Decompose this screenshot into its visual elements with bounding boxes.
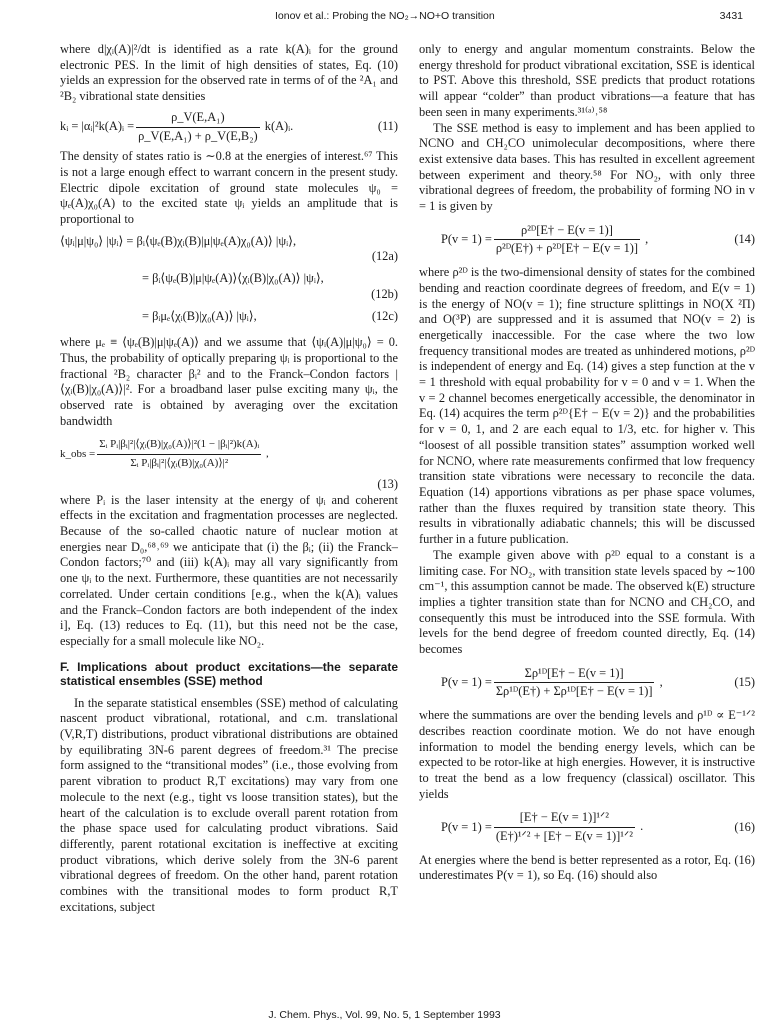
paragraph: where d|χᵢ(A)|²/dt is identified as a rate k(A)ᵢ for the ground electronic PES. In the limit of high densities of states, Eq. (10) yields an expression for the observed rate in terms of of the ²A₁ and ²B₂ vibrational state densities: [60, 42, 398, 104]
paragraph: where μₑ ≡ ⟨ψₑ(B)|μ|ψₑ(A)⟩ and we assume that ⟨ψᵢ(A)|μ|ψ₀⟩ = 0. Thus, the probability of optically preparing ψᵢ is proportional to the fractional ²B₂ character βᵢ² and to the Franck–Condon factors |⟨χᵢ(B)|χ₀(A)⟩|². For a broadband laser pulse exciting many ψᵢ, the observed rate is obtained by averaging over the excitation bandwidth: [60, 335, 398, 428]
fraction-numerator: Σρ¹ᴰ[E† − E(v = 1)]: [494, 666, 655, 684]
fraction-denominator: (E†)¹ᐟ² + [E† − E(v = 1)]¹ᐟ²: [495, 829, 633, 844]
equation-number: (14): [734, 232, 755, 247]
equation-lhs: P(v = 1) =: [441, 232, 492, 247]
page-number: 3431: [719, 10, 743, 22]
equation-number: (13): [377, 476, 398, 491]
equation-16: [419, 810, 755, 844]
fraction-denominator: ρ²ᴰ(E†) + ρ²ᴰ[E† − E(v = 1)]: [495, 241, 639, 256]
equation-line: = βᵢμₑ⟨χᵢ(B)|χ₀(A)⟩ |ψᵢ⟩,: [142, 308, 257, 323]
paragraph: only to energy and angular momentum constraints. Below the energy threshold for product vibrational excitation, SSE is identical to PST. Above this threshold, SSE predicts that product rotations will appear “colder” than product vibrations—a feature that has been seen in many experiments.³¹⁽ᵃ⁾˒⁵⁸: [419, 42, 755, 119]
section-heading: F. Implications about product excitations—the separate statistical ensembles (SSE) method: [60, 659, 398, 688]
fraction-numerator: Σᵢ Pᵢ|βᵢ|²|⟨χᵢ(B)|χ₀(A)⟩|²(1 − |βᵢ|²)k(A)ᵢ: [97, 437, 261, 455]
equation-number: (11): [377, 119, 398, 134]
equation-rhs: k(A)ᵢ.: [264, 118, 294, 133]
equation-15: [419, 666, 755, 700]
equation-number: (16): [734, 819, 755, 834]
equation-lhs: P(v = 1) =: [441, 675, 492, 690]
equation-12: [60, 234, 398, 325]
running-head-title: Ionov et al.: Probing the NO₂→NO+O transition: [275, 10, 495, 22]
equation-fraction: [494, 666, 655, 700]
paragraph: where Pᵢ is the laser intensity at the energy of ψᵢ and coherent effects in the excitation and fragmentation processes are neglected. Because of the so-called chaotic nature of nuclear motion at energies near D₀,⁶⁸˒⁶⁹ we anticipate that (i) the βᵢ; (ii) the Franck–Condon factors;⁷⁰ and (iii) k(A)ᵢ may all vary significantly from one ψᵢ to the next. Furthermore, these quantities are not necessarily correlated. Under certain conditions [e.g., when the k(A)ᵢ values and the Franck–Condon factors are both independent of the index i], Eq. (13) reduces to Eq. (11), but this need not be the case, especially for a small molecule like NO₂.: [60, 492, 398, 648]
paragraph: where the summations are over the bending levels and ρ¹ᴰ ∝ E⁻¹ᐟ² describes reaction coordinate motion. We do not have enough information to model the bending energy levels, which can be expected to be rotor-like at high energies. However, it is instructive to treat the bend as a low frequency (classical) oscillator. This yields: [419, 708, 755, 801]
equation-lhs: P(v = 1) =: [441, 819, 492, 834]
fraction-denominator: Σρ¹ᴰ(E†) + Σρ¹ᴰ[E† − E(v = 1)]: [495, 684, 653, 699]
equation-fraction: [494, 223, 640, 257]
equation-rhs: ,: [659, 674, 663, 689]
equation-fraction: [97, 437, 261, 471]
equation-11: [60, 110, 398, 144]
equation-14: [419, 223, 755, 257]
paragraph: The SSE method is easy to implement and has been applied to NCNO and CH₂CO unimolecular decompositions, where there exist extensive data bases. This has resulted in excellent agreement between experiment and theory.⁵⁸ For NO₂, with only three vibrational degrees of freedom, the probability of forming NO in v = 1 is given by: [419, 120, 755, 214]
equation-lhs: k_obs =: [60, 447, 96, 460]
equation-rhs: ,: [265, 448, 269, 461]
equation-number: (15): [734, 675, 755, 690]
paragraph: where ρ²ᴰ is the two-dimensional density of states for the combined bending and reaction coordinate degrees of freedom, and E(v = 1) is the energy of NO(v = 1); fine structure splittings in NO(X ²Π) and O(³P) are suppressed and it is assumed that NO(v = 2) is energetically inaccessible. For the case where the two low frequency transitional modes are treated as unhindered motions, ρ²ᴰ is independent of energy and Eq. (14) gives a step function at the v = 1 threshold with equal probability for v = 0 and v = 1. When the v = 2 channel becomes energetically accessible, the denominator in Eq. (14) acquires the term ρ²ᴰ{E† − E(v = 2)} and the probabilities for v = 0, 1, and 2 are each equal to 1/3, etc. for higher v. This “loosest of all possible transition states” assumption worked well for NCNO, where rate measurements confirmed that low frequency transition state vibrations were necessary to reconcile the data. Equation (14) apportions vibrations as per phase space volumes, rather than the fluxes required by transition state theory. This results in vibrationally adiabatic channels; this will be discussed further in a future publication.: [419, 265, 755, 547]
equation-rhs: ,: [645, 231, 649, 246]
running-head: [0, 8, 769, 28]
equation-fraction: [494, 810, 635, 844]
equation-number: (12a): [371, 249, 398, 264]
equation-number: (12b): [371, 286, 398, 301]
paragraph: The example given above with ρ²ᴰ equal to a constant is a limiting case. For NO₂, with transition state levels spaced by ∼100 cm⁻¹, this assumption cannot be made. The observed k(E) structure implies a tighter transition state than for NCNO and CH₂CO, and consequently this must be introduced into the SSE formula. With levels for the bend degree of freedom counted directly, Eq. (14) becomes: [419, 547, 755, 657]
equation-line: ⟨ψᵢ|μ|ψ₀⟩ |ψᵢ⟩ = βᵢ⟨ψₑ(B)χᵢ(B)|μ|ψₑ(A)χ₀(A)⟩ |ψᵢ⟩,: [60, 233, 297, 248]
paragraph: At energies where the bend is better represented as a rotor, Eq. (16) underestimates P(v = 1), so Eq. (16) should also: [419, 852, 755, 883]
equation-13: [60, 437, 398, 471]
equation-number: (12c): [371, 308, 398, 323]
paragraph: In the separate statistical ensembles (SSE) method of calculating nascent product vibrational, rotational, and c.m. translational (V,R,T) distributions, product vibrational distributions are obtained by equilibrating 3N-6 parent degrees of freedom.³¹ The precise form assigned to the “transitional modes” (i.e., those evolving from parent vibration to product R,T excitations) may vary from one molecule to the next (e.g., tight vs loose transition states), but the heart of the calculation is to exclude overall parent rotation from the phase space used for calculating product vibrations. Said differently, parent rotational excitation is ineffective at exciting product vibrations, which derive solely from the 3N-6 parent vibrational degrees of freedom. On the other hand, parent rotation combines with the transitional modes to form product R,T excitations, subject: [60, 695, 398, 914]
equation-lhs: kᵢ = |αᵢ|²k(A)ᵢ =: [60, 119, 135, 134]
equation-fraction: [136, 110, 260, 144]
paragraph: The density of states ratio is ∼0.8 at the energies of interest.⁶⁷ This is not a large enough effect to warrant concern in the present study. Electric dipole excitation of ground state molecules ψ₀ = ψₑ(A)χ₀(A) to the excited state ψᵢ yields an amplitude that is proportional to: [60, 149, 398, 227]
fraction-numerator: ρ²ᴰ[E† − E(v = 1)]: [494, 223, 640, 241]
left-column: [60, 42, 398, 915]
fraction-numerator: ρ_V(E,A₁): [136, 110, 260, 128]
right-column: [419, 42, 755, 884]
equation-line: = βᵢ⟨ψₑ(B)|μ|ψₑ(A)⟩⟨χᵢ(B)|χ₀(A)⟩ |ψᵢ⟩,: [142, 271, 324, 286]
fraction-denominator: Σᵢ Pᵢ|βᵢ|²|⟨χᵢ(B)|χ₀(A)⟩|²: [130, 457, 229, 470]
fraction-denominator: ρ_V(E,A₁) + ρ_V(E,B₂): [138, 128, 258, 143]
fraction-numerator: [E† − E(v = 1)]¹ᐟ²: [494, 810, 635, 828]
equation-rhs: .: [640, 819, 644, 834]
page-footer: J. Chem. Phys., Vol. 99, No. 5, 1 September 1993: [268, 1009, 501, 1021]
